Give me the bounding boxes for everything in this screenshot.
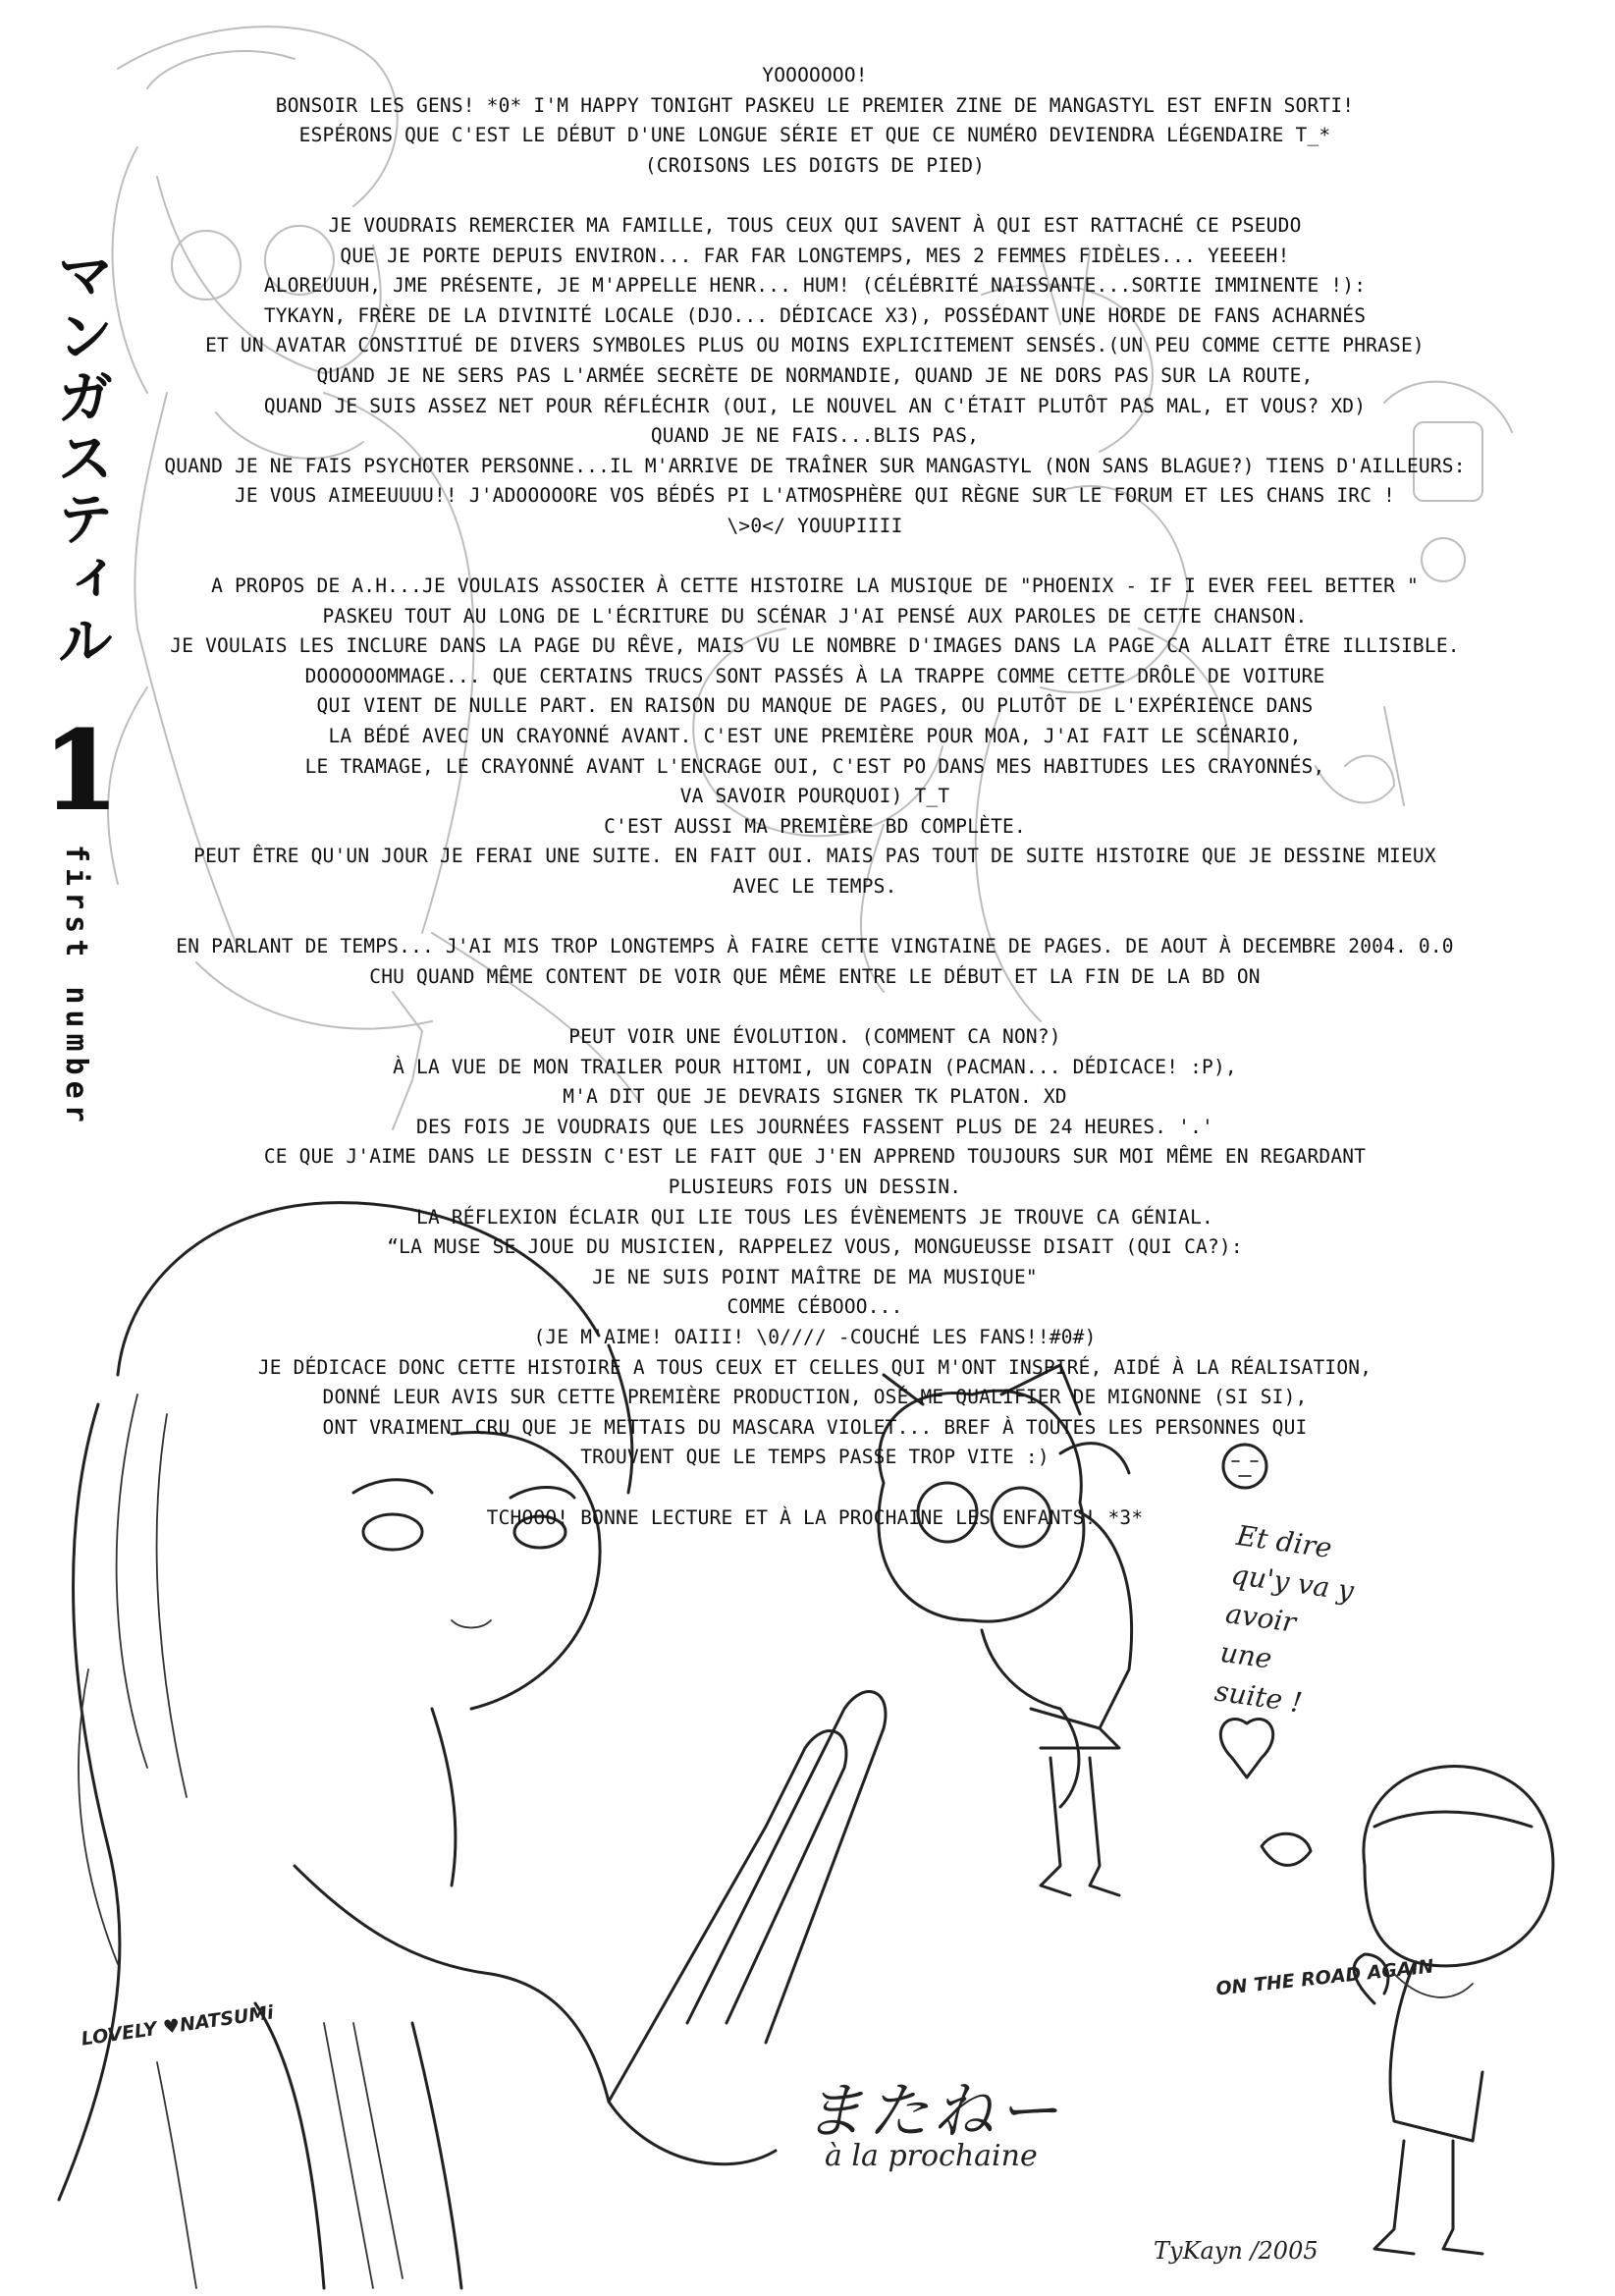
letter-line: ONT VRAIMENT CRU QUE JE METTAIS DU MASCARA VIOLET... BREF À TOUTES LES PERSONNES QUI: [322, 1415, 1308, 1439]
letter-line: ET UN AVATAR CONSTITUÉ DE DIVERS SYMBOLES PLUS OU MOINS EXPLICITEMENT SENSÉS.(UN PEU COMME CETTE PHRASE): [205, 334, 1425, 357]
chibi-road-character: [1354, 1766, 1553, 2254]
letter-line: C'EST AUSSI MA PREMIÈRE BD COMPLÈTE.: [604, 814, 1026, 838]
letter-line: BONSOIR LES GENS! *0* I'M HAPPY TONIGHT PASKEU LE PREMIER ZINE DE MANGASTYL EST ENFIN SORTI!: [275, 93, 1355, 117]
artist-signature: TyKayn /2005: [1154, 2237, 1319, 2265]
paragraph-gap: [147, 542, 1482, 573]
title-number: 1: [43, 707, 119, 834]
letter-line: LA BÉDÉ AVEC UN CRAYONNÉ AVANT. C'EST UNE PREMIÈRE POUR MOA, J'AI FAIT LE SCÉNARIO,: [328, 725, 1302, 748]
letter-line: DONNÉ LEUR AVIS SUR CETTE PREMIÈRE PRODUCTION, OSÉ ME QUALIFIER DE MIGNONNE (SI SI),: [322, 1386, 1308, 1409]
letter-line: QUE JE PORTE DEPUIS ENVIRON... FAR FAR LONGTEMPS, MES 2 FEMMES FIDÈLES... YEEEEH!: [340, 244, 1290, 267]
letter-line: QUI VIENT DE NULLE PART. EN RAISON DU MANQUE DE PAGES, OU PLUTÔT DE L'EXPÉRIENCE DANS: [316, 694, 1314, 718]
letter-line: (CROISONS LES DOIGTS DE PIED): [644, 153, 986, 177]
letter-line: ALOREUUUH, JME PRÉSENTE, JE M'APPELLE HENR... HUM! (CÉLÉBRITÉ NAISSANTE...SORTIE IMMINENTE !):: [263, 274, 1367, 298]
letter-line: “LA MUSE SE JOUE DU MUSICIEN, RAPPELEZ VOUS, MONGUEUSSE DISAIT (QUI CA?):: [387, 1235, 1243, 1259]
paragraph-gap: [147, 902, 1482, 933]
title-japanese: マンガスティル: [47, 246, 114, 672]
letter-line: \>0</ YOUUPIIII: [727, 514, 903, 537]
letter-line: QUAND JE SUIS ASSEZ NET POUR RÉFLÉCHIR (OUI, LE NOUVEL AN C'ÉTAIT PLUTÔT PAS MAL, ET VOUS? XD): [263, 394, 1367, 417]
letter-line: PASKEU TOUT AU LONG DE L'ÉCRITURE DU SCÉNAR J'AI PENSÉ AUX PAROLES DE CETTE CHANSON.: [322, 604, 1308, 628]
letter-line: CE QUE J'AIME DANS LE DESSIN C'EST LE FAIT QUE J'EN APPREND TOUJOURS SUR MOI MÊME EN REGARDANT: [263, 1145, 1367, 1169]
lips-doodle: [1262, 1833, 1311, 1865]
letter-line: VA SAVOIR POURQUOI) T_T: [679, 785, 950, 808]
handwritten-note-suite: Et dire qu'y va y avoir une suite !: [1212, 1518, 1356, 1720]
vertical-zine-title: [29, 246, 118, 1149]
letter-line: EN PARLANT DE TEMPS... J'AI MIS TROP LONGTEMPS À FAIRE CETTE VINGTAINE DE PAGES. DE AOUT À DECEMBRE 2004. 0.0: [176, 935, 1454, 958]
letter-line: PLUSIEURS FOIS UN DESSIN.: [668, 1175, 962, 1198]
letter-line: DOOOOOOMMAGE... QUE CERTAINS TRUCS SONT PASSÉS À LA TRAPPE COMME CETTE DRÔLE DE VOITURE: [304, 664, 1325, 687]
letter-line: QUAND JE NE SERS PAS L'ARMÉE SECRÈTE DE NORMANDIE, QUAND JE NE DORS PAS SUR LA ROUTE,: [316, 363, 1314, 387]
letter-line: PEUT VOIR UNE ÉVOLUTION. (COMMENT CA NON?): [568, 1025, 1061, 1048]
letter-line: ESPÉRONS QUE C'EST LE DÉBUT D'UNE LONGUE SÉRIE ET QUE CE NUMÉRO DEVIENDRA LÉGENDAIRE T_*: [298, 124, 1331, 147]
letter-line: PEUT ÊTRE QU'UN JOUR JE FERAI UNE SUITE. EN FAIT OUI. MAIS PAS TOUT DE SUITE HISTOIRE QUE JE DESSINE MIEUX: [193, 845, 1436, 868]
matane-text: またねー: [803, 2075, 1063, 2147]
letter-line: TCHOOO! BONNE LECTURE ET À LA PROCHAINE LES ENFANTS! *3*: [486, 1505, 1144, 1529]
heart-icon: [1220, 1719, 1272, 1777]
letter-line: À LA VUE DE MON TRAILER POUR HITOMI, UN COPAIN (PACMAN... DÉDICACE! :P),: [393, 1055, 1237, 1078]
letter-line: LA RÉFLEXION ÉCLAIR QUI LIE TOUS LES ÉVÈNEMENTS JE TROUVE CA GÉNIAL.: [416, 1205, 1213, 1229]
letter-line: TYKAYN, FRÈRE DE LA DIVINITÉ LOCALE (DJO... DÉDICACE X3), POSSÉDANT UNE HORDE DE FANS ACHARNÉS: [263, 303, 1367, 327]
letter-line: A PROPOS DE A.H...JE VOULAIS ASSOCIER À CETTE HISTOIRE LA MUSIQUE DE "PHOENIX - IF I EVER FEEL BETTER ": [211, 574, 1419, 598]
letter-line: QUAND JE NE FAIS...BLIS PAS,: [650, 424, 980, 448]
letter-line: COMME CÉBOOO...: [727, 1295, 903, 1319]
letter-line: (JE M'AIME! OAIII! \0//// -COUCHÉ LES FANS!!#0#): [533, 1325, 1097, 1348]
letter-line: JE VOULAIS LES INCLURE DANS LA PAGE DU RÊVE, MAIS VU LE NOMBRE D'IMAGES DANS LA PAGE CA ALLAIT ÊTRE ILLISIBLE.: [170, 634, 1460, 658]
letter-line: M'A DIT QUE JE DEVRAIS SIGNER TK PLATON. XD: [563, 1085, 1067, 1109]
letter-line: CHU QUAND MÊME CONTENT DE VOIR QUE MÊME ENTRE LE DÉBUT ET LA FIN DE LA BD ON: [369, 964, 1261, 988]
a-la-prochaine-text: à la prochaine: [825, 2139, 1038, 2173]
letter-line: TROUVENT QUE LE TEMPS PASSE TROP VITE :): [580, 1446, 1050, 1469]
paragraph-gap: [147, 181, 1482, 211]
editorial-letter: [147, 61, 1482, 1533]
letter-line: JE VOUDRAIS REMERCIER MA FAMILLE, TOUS CEUX QUI SAVENT À QUI EST RATTACHÉ CE PSEUDO: [328, 213, 1302, 237]
paragraph-gap: [147, 992, 1482, 1022]
letter-line: DES FOIS JE VOUDRAIS QUE LES JOURNÉES FASSENT PLUS DE 24 HEURES. '.': [416, 1115, 1213, 1138]
letter-line: QUAND JE NE FAIS PSYCHOTER PERSONNE...IL M'ARRIVE DE TRAÎNER SUR MANGASTYL (NON SANS BLAGUE?) TIENS D'AILLEURS:: [164, 454, 1466, 477]
letter-line: JE NE SUIS POINT MAÎTRE DE MA MUSIQUE": [592, 1265, 1038, 1288]
title-subtitle: first number: [59, 845, 93, 1128]
letter-line: JE DÉDICACE DONC CETTE HISTOIRE A TOUS CEUX ET CELLES QUI M'ONT INSPIRÉ, AIDÉ À LA RÉALISATION,: [257, 1355, 1373, 1379]
letter-line: YOOOOOOO!: [762, 64, 868, 86]
paragraph-gap: [147, 1473, 1482, 1503]
lovely-natsumi-label: LOVELY ♥NATSUMi: [80, 2001, 275, 2050]
letter-line: JE VOUS AIMEEUUUU!! J'ADOOOOORE VOS BÉDÉS PI L'ATMOSPHÈRE QUI RÈGNE SUR LE FORUM ET LES CHANS IRC !: [234, 484, 1396, 508]
letter-line: AVEC LE TEMPS.: [732, 875, 897, 899]
letter-line: LE TRAMAGE, LE CRAYONNÉ AVANT L'ENCRAGE OUI, C'EST PO DANS MES HABITUDES LES CRAYONNÉS,: [304, 754, 1325, 778]
on-the-road-again-label: ON THE ROAD AGAIN: [1214, 1955, 1435, 2000]
